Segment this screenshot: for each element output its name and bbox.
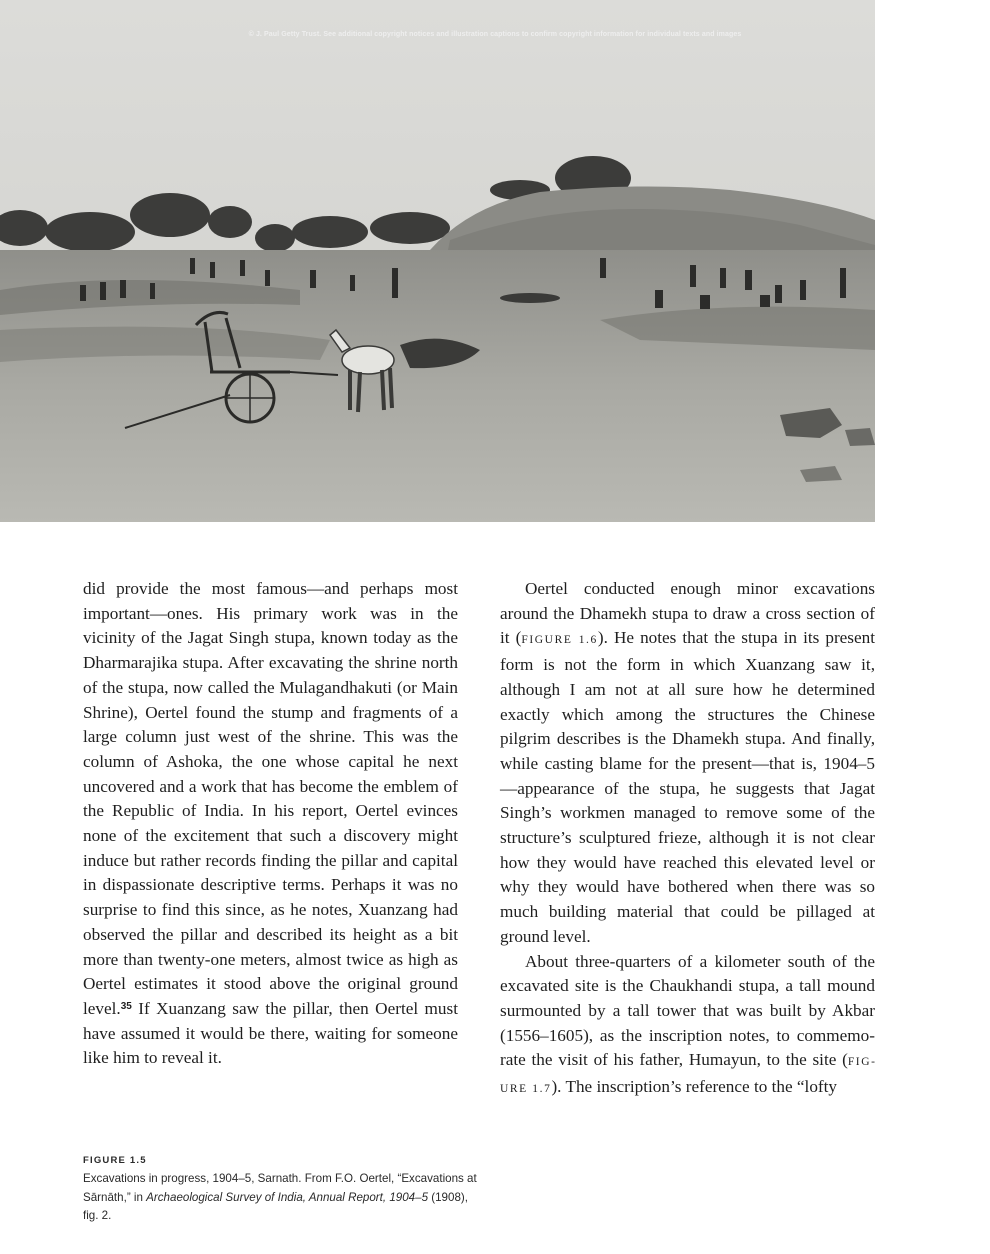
- figure-caption: [83, 1152, 483, 1226]
- paragraph-text: Oertel conducted enough minor excavations around the Dhamekh stupa to draw a cross section of it (: [500, 579, 875, 648]
- caption-italic-title: Archaeological Survey of India, Annual Report, 1904–5: [146, 1190, 429, 1204]
- caption-text: [83, 1170, 483, 1226]
- paragraph: [500, 577, 875, 950]
- caption-text-part: (1908), fig. 2.: [83, 1190, 468, 1223]
- paragraph-text: If Xuanzang saw the pillar, then Oertel must have assumed it would be there, waiting for someone like him to reveal it.: [83, 998, 458, 1068]
- copyright-notice: © J. Paul Getty Trust. See additional copyright notices and illustration captions to confirm copyright information for individual texts and images: [248, 31, 742, 38]
- excavation-photograph: [0, 0, 875, 522]
- paragraph-text: ). The inscription’s reference to the “lofty: [551, 1077, 838, 1097]
- figure-label: FIGURE 1.5: [83, 1155, 147, 1166]
- paragraph-text: About three-quarters of a kilometer south of the excavated site is the Chaukhandi stupa, a tall mound surmounted by a tall tower that was built by Akbar (1556–1605), as the inscription notes, to commemorate the visit of his father, Humayun, to the site (: [500, 951, 875, 1070]
- photo-illustration: [0, 0, 875, 522]
- paragraph-text: did provide the most famous—and perhaps most important—ones. His primary work was in the vicinity of the Jagat Singh stupa, known today as the Dharmarajika stupa. After excavating the shrine north of the stupa, now called the Mulagandhakuti (or Main Shrine), Oertel found the stump and fragments of a large column just west of the shrine. This was the column of Ashoka, the one whose capital he next uncovered and a work that has become the emblem of the Republic of India. In his report, Oertel evinces none of the excitement that such a discovery might induce but rather records finding the pillar and capital in dispassionate descriptive terms. Perhaps it was no surprise to find this since, as he notes, Xuanzang had observed the pillar and described its height as a bit more than twenty-one meters, almost twice as high as Oertel estimates it stood above the original ground level.: [83, 579, 458, 1018]
- paragraph: [500, 950, 875, 1102]
- figure-ref[interactable]: FIGURE 1.6: [521, 634, 598, 647]
- body-text-right-column: [500, 577, 875, 1102]
- paragraph: [83, 577, 458, 1071]
- body-text-left-column: [83, 577, 458, 1071]
- figure-ref[interactable]: FIGURE 1.7: [500, 1056, 875, 1096]
- paragraph-text: ). He notes that the stupa in its present form is not the form in which Xuanzang saw it, although I am not at all sure how he determined exactly which among the structures the Chinese pilgrim describes is the Dhamekh stupa. And finally, while casting blame for the present—that is, 1904–5—appearance of the stupa, he suggests that Jagat Singh’s workmen managed to remove some of the structure’s sculptured frieze, although it is not clear how they would have reached this elevated level or why they would have bothered when there was so much building material that could be pillaged at ground level.: [500, 628, 875, 946]
- footnote-ref[interactable]: 35: [120, 1000, 132, 1012]
- caption-text-part: Excavations in progress, 1904–5, Sarnath. From F.O. Oertel, “Excavations at Sārnāth,” in: [83, 1172, 477, 1204]
